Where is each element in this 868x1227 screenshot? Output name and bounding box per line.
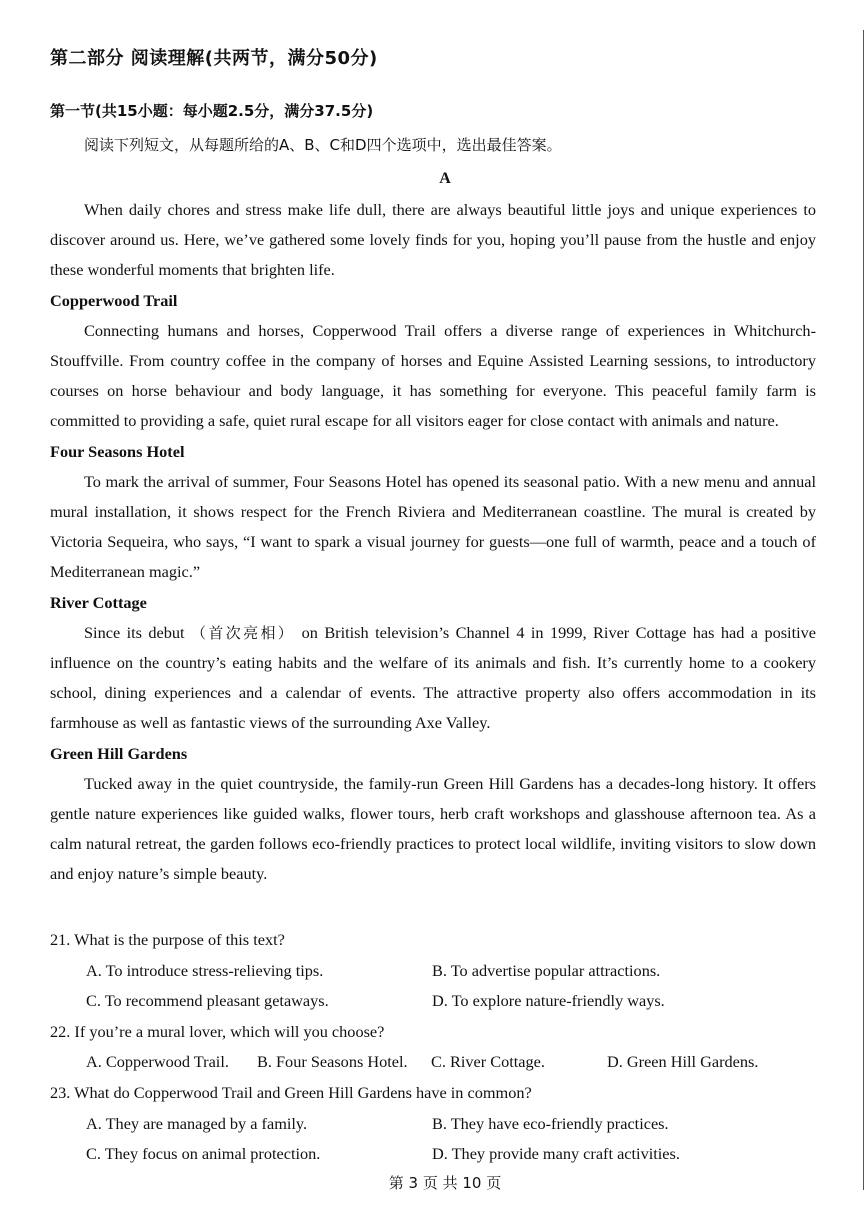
options-row xyxy=(50,956,816,987)
option-21-c: C. To recommend pleasant getaways. xyxy=(86,991,329,1011)
option-22-d: D. Green Hill Gardens. xyxy=(607,1052,759,1072)
option-22-b: B. Four Seasons Hotel. xyxy=(257,1052,408,1072)
options-row xyxy=(50,986,816,1017)
section-heading-copperwood: Copperwood Trail xyxy=(50,290,178,310)
question-stem-21: 21. What is the purpose of this text? xyxy=(50,930,285,949)
option-21-b: B. To advertise popular attractions. xyxy=(432,960,661,980)
option-21-d: D. To explore nature-friendly ways. xyxy=(432,991,665,1011)
part-title: 第二部分 阅读理解(共两节，满分50分) xyxy=(50,48,378,69)
option-22-a: A. Copperwood Trail. xyxy=(86,1052,229,1072)
question-list xyxy=(50,925,816,1170)
option-23-b: B. They have eco-friendly practices. xyxy=(432,1113,669,1133)
river-text-before: Since its debut xyxy=(84,622,185,642)
options-row xyxy=(50,1139,816,1170)
options-row xyxy=(50,1109,816,1140)
passage-label: A xyxy=(439,170,451,187)
instructions: 阅读下列短文，从每题所给的A、B、C和D四个选项中，选出最佳答案。 xyxy=(84,136,562,154)
passage-intro: When daily chores and stress make life dull, there are always beautiful little joys and unique experiences to discover around us. Here, we’ve gathered some lovely finds for you, hoping you’ll pause from the hustle and enjoy these wonderful moments that brighten life. xyxy=(50,200,816,280)
option-23-d: D. They provide many craft activities. xyxy=(432,1144,680,1164)
option-21-a: A. To introduce stress-relieving tips. xyxy=(86,960,324,980)
river-text-after: on British television’s Channel 4 in 1999, River Cottage has had a positive influence on the country’s eating habits and the welfare of its animals and fish. It’s currently home to a cookery school, dining experiences and a calendar of events. The attractive property also offers accommodation in its farmhouse as well as fantastic views of the surrounding Axe Valley. xyxy=(50,622,816,733)
options-row xyxy=(50,1047,816,1078)
page-edge-rule xyxy=(863,30,864,1190)
option-23-c: C. They focus on animal protection. xyxy=(86,1144,321,1164)
section-title: 第一节(共15小题：每小题2.5分，满分37.5分) xyxy=(50,102,374,120)
option-22-c: C. River Cottage. xyxy=(431,1052,545,1072)
question-stem-23: 23. What do Copperwood Trail and Green Hill Gardens have in common? xyxy=(50,1082,532,1102)
section-heading-green-hill: Green Hill Gardens xyxy=(50,743,188,763)
page-number: 第 3 页 共 10 页 xyxy=(388,1174,502,1192)
section-heading-four-seasons: Four Seasons Hotel xyxy=(50,441,185,461)
section-text-green-hill: Tucked away in the quiet countryside, the family-run Green Hill Gardens has a decades-long history. It offers gentle nature experiences like guided walks, flower tours, herb craft workshops and glasshouse afternoon tea. As a calm natural retreat, the garden follows eco-friendly practices to protect local wildlife, inviting visitors to slow down and enjoy nature’s simple beauty. xyxy=(50,773,816,884)
question-stem-22: 22. If you’re a mural lover, which will you choose? xyxy=(50,1021,385,1041)
section-text-four-seasons: To mark the arrival of summer, Four Seasons Hotel has opened its seasonal patio. With a new menu and annual mural installation, it shows respect for the French Riviera and Mediterranean coastline. The mural is created by Victoria Sequeira, who says, “I want to spark a visual journey for guests—one full of warmth, peace and a touch of Mediterranean magic.” xyxy=(50,471,816,582)
section-heading-river-cottage: River Cottage xyxy=(50,592,147,612)
chinese-gloss: （首次亮相） xyxy=(191,623,296,642)
passage-body xyxy=(50,195,816,890)
section-text-river-cottage xyxy=(50,618,816,739)
section-text-copperwood: Connecting humans and horses, Copperwood Trail offers a diverse range of experiences in Whitchurch-Stouffville. From country coffee in the company of horses and Equine Assisted Learning sessions, to introductory courses on horse behaviour and body language, it has something for everyone. This peaceful family farm is committed to providing a safe, quiet rural escape for all visitors eager for close contact with animals and nature. xyxy=(50,320,816,431)
option-23-a: A. They are managed by a family. xyxy=(86,1113,308,1133)
